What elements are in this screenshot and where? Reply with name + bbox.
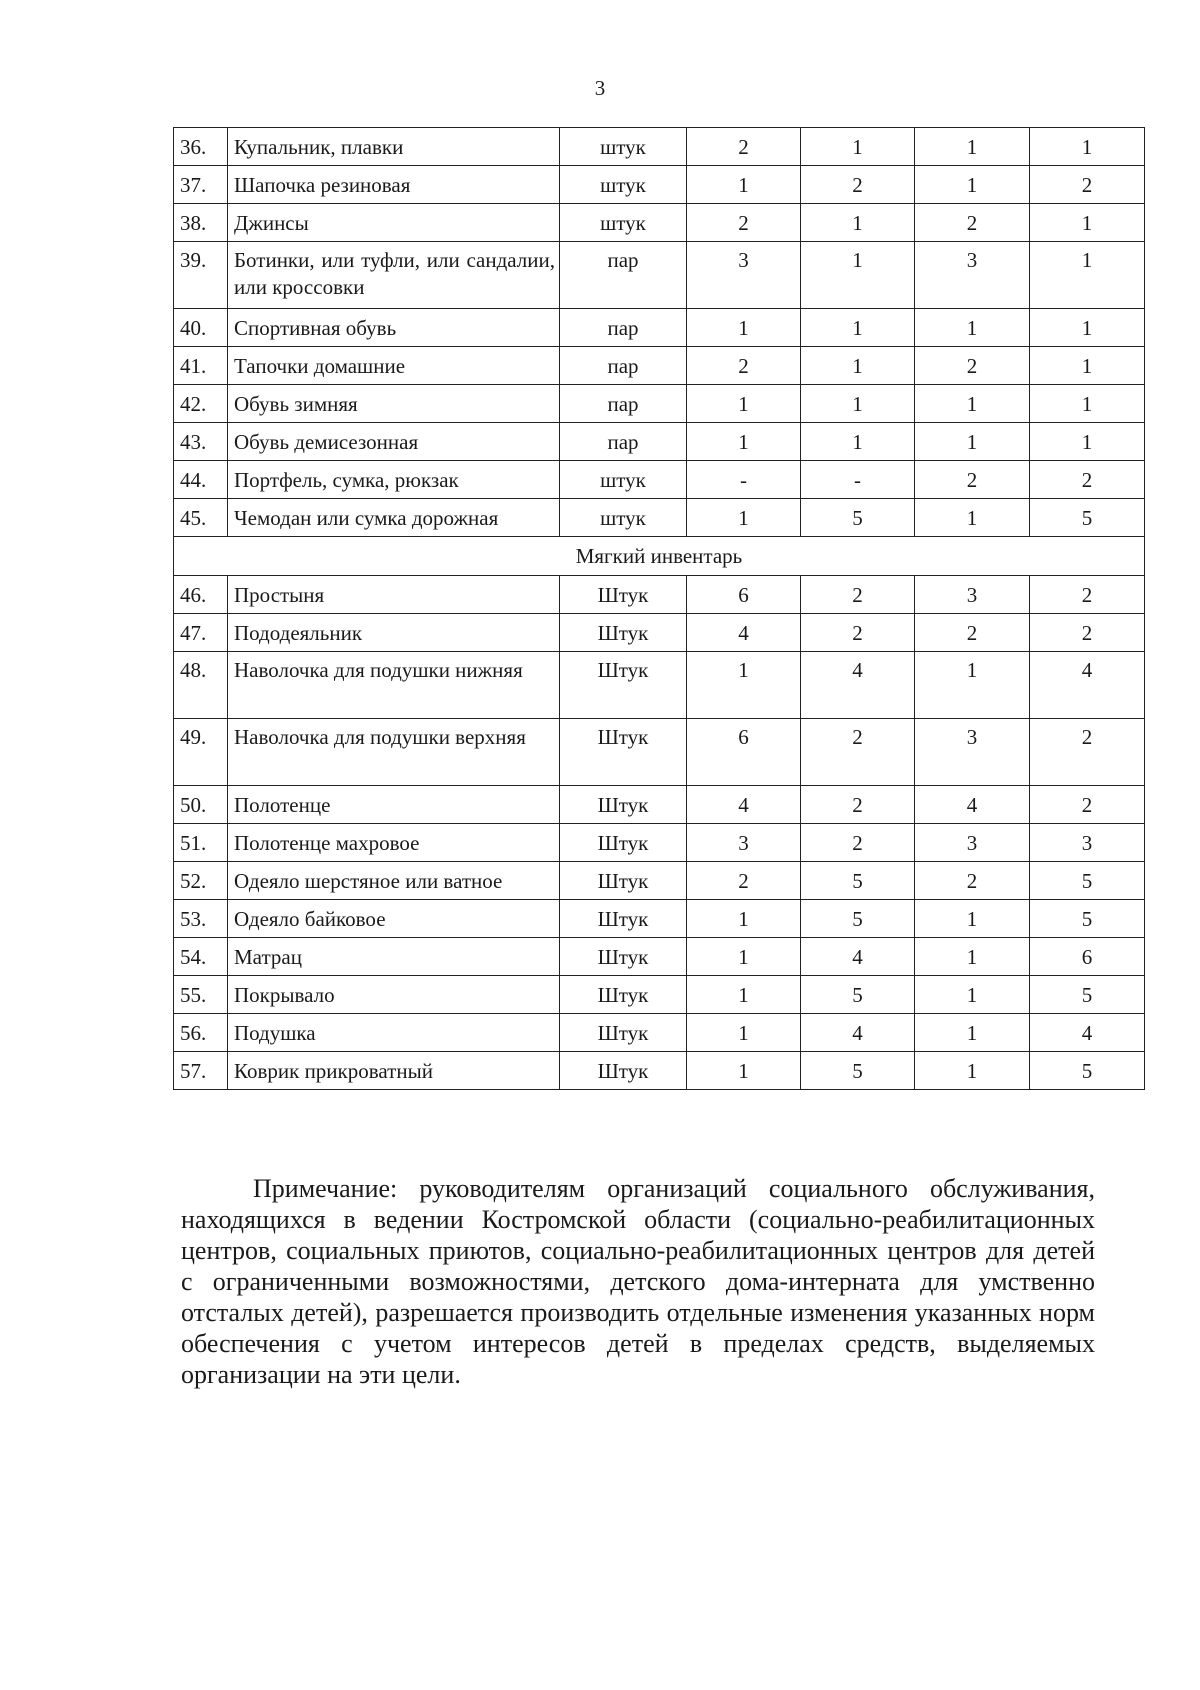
- row-number: 44.: [174, 461, 228, 499]
- item-name: Полотенце: [228, 786, 560, 824]
- table-row: [174, 614, 1145, 652]
- table-row: [174, 976, 1145, 1014]
- item-name-text: Наволочка для подушки нижняя: [234, 658, 523, 682]
- item-name: Простыня: [228, 576, 560, 614]
- unit-cell: Штук: [560, 862, 687, 900]
- table-row: [174, 900, 1145, 938]
- value-cell-2: 1: [801, 423, 915, 461]
- row-number: 47.: [174, 614, 228, 652]
- value-cell-2: 5: [801, 499, 915, 537]
- item-name: Коврик прикроватный: [228, 1052, 560, 1090]
- value-cell-1: 1: [687, 938, 801, 976]
- item-name-text: Ботинки, или туфли, или сандалии, или кроссовки: [234, 248, 555, 299]
- row-number: 50.: [174, 786, 228, 824]
- item-name: Одеяло шерстяное или ватное: [228, 862, 560, 900]
- value-cell-3: 1: [915, 128, 1030, 166]
- value-cell-4: 2: [1030, 614, 1145, 652]
- table-row: [174, 461, 1145, 499]
- value-cell-3: 1: [915, 900, 1030, 938]
- value-cell-1: 3: [687, 242, 801, 309]
- value-cell-4: 1: [1030, 347, 1145, 385]
- row-number: 46.: [174, 576, 228, 614]
- value-cell-2: 1: [801, 204, 915, 242]
- value-cell-3: 1: [915, 1052, 1030, 1090]
- table-row: [174, 576, 1145, 614]
- value-cell-3: 3: [915, 242, 1030, 309]
- table-row: [174, 499, 1145, 537]
- value-cell-1: 1: [687, 1014, 801, 1052]
- table-row: [174, 1052, 1145, 1090]
- value-cell-1: 1: [687, 499, 801, 537]
- table-row: [174, 204, 1145, 242]
- row-number: 36.: [174, 128, 228, 166]
- table-row: [174, 385, 1145, 423]
- value-cell-4: 3: [1030, 824, 1145, 862]
- value-cell-1: 1: [687, 423, 801, 461]
- value-cell-2: 1: [801, 242, 915, 309]
- value-cell-2: 4: [801, 652, 915, 719]
- value-cell-2: 2: [801, 824, 915, 862]
- value-cell-1: 6: [687, 576, 801, 614]
- value-cell-2: 2: [801, 614, 915, 652]
- unit-cell: Штук: [560, 976, 687, 1014]
- item-name: Матрац: [228, 938, 560, 976]
- row-number: 57.: [174, 1052, 228, 1090]
- value-cell-4: 5: [1030, 862, 1145, 900]
- value-cell-2: 2: [801, 719, 915, 786]
- value-cell-1: 1: [687, 1052, 801, 1090]
- item-name: Одеяло байковое: [228, 900, 560, 938]
- item-name: [228, 652, 560, 719]
- value-cell-3: 3: [915, 576, 1030, 614]
- value-cell-4: 2: [1030, 719, 1145, 786]
- value-cell-1: 6: [687, 719, 801, 786]
- value-cell-1: 2: [687, 347, 801, 385]
- value-cell-1: 4: [687, 614, 801, 652]
- value-cell-3: 1: [915, 652, 1030, 719]
- value-cell-4: 2: [1030, 576, 1145, 614]
- item-name-text: Наволочка для подушки верхняя: [234, 725, 526, 749]
- item-name: Чемодан или сумка дорожная: [228, 499, 560, 537]
- value-cell-3: 1: [915, 166, 1030, 204]
- item-name: Тапочки домашние: [228, 347, 560, 385]
- value-cell-3: 2: [915, 347, 1030, 385]
- unit-cell: Штук: [560, 938, 687, 976]
- value-cell-4: 2: [1030, 166, 1145, 204]
- value-cell-3: 1: [915, 309, 1030, 347]
- row-number: 54.: [174, 938, 228, 976]
- value-cell-4: 5: [1030, 499, 1145, 537]
- value-cell-2: 5: [801, 862, 915, 900]
- value-cell-1: 1: [687, 385, 801, 423]
- norms-table: [173, 127, 1145, 1090]
- value-cell-4: 5: [1030, 976, 1145, 1014]
- unit-cell: пар: [560, 309, 687, 347]
- value-cell-4: 1: [1030, 385, 1145, 423]
- value-cell-3: 1: [915, 938, 1030, 976]
- row-number: 39.: [174, 242, 228, 309]
- value-cell-3: 1: [915, 385, 1030, 423]
- unit-cell: штук: [560, 204, 687, 242]
- unit-cell: Штук: [560, 1014, 687, 1052]
- value-cell-1: 2: [687, 128, 801, 166]
- value-cell-1: -: [687, 461, 801, 499]
- value-cell-2: 5: [801, 1052, 915, 1090]
- value-cell-2: 2: [801, 166, 915, 204]
- value-cell-1: 3: [687, 824, 801, 862]
- value-cell-3: 1: [915, 499, 1030, 537]
- unit-cell: пар: [560, 347, 687, 385]
- row-number: 45.: [174, 499, 228, 537]
- value-cell-2: 2: [801, 576, 915, 614]
- value-cell-2: 4: [801, 938, 915, 976]
- table-row: [174, 309, 1145, 347]
- table-row: [174, 1014, 1145, 1052]
- note-paragraph: Примечание: руководителям организаций социального обслуживания, находящихся в ведении Костромской области (социально-реабилитационных центров, социальных приютов, социально-реабилитационных центров для детей с ограниченными возможностями, детского дома-интерната для умственно отсталых детей), разрешается производить отдельные изменения указанных норм обеспечения с учетом интересов детей в пределах средств, выделяемых организации на эти цели.: [181, 1174, 1095, 1389]
- value-cell-4: 1: [1030, 423, 1145, 461]
- value-cell-3: 3: [915, 719, 1030, 786]
- value-cell-4: 5: [1030, 1052, 1145, 1090]
- unit-cell: Штук: [560, 824, 687, 862]
- row-number: 42.: [174, 385, 228, 423]
- value-cell-1: 1: [687, 900, 801, 938]
- value-cell-4: 2: [1030, 461, 1145, 499]
- unit-cell: штук: [560, 166, 687, 204]
- table-row: [174, 423, 1145, 461]
- row-number: 41.: [174, 347, 228, 385]
- value-cell-4: 1: [1030, 242, 1145, 309]
- item-name: Спортивная обувь: [228, 309, 560, 347]
- table-row: [174, 824, 1145, 862]
- value-cell-4: 5: [1030, 900, 1145, 938]
- value-cell-4: 4: [1030, 1014, 1145, 1052]
- value-cell-2: 5: [801, 976, 915, 1014]
- section-row: [174, 537, 1145, 576]
- table-row: [174, 719, 1145, 786]
- table-row: [174, 652, 1145, 719]
- unit-cell: штук: [560, 128, 687, 166]
- table-row: [174, 347, 1145, 385]
- value-cell-2: 2: [801, 786, 915, 824]
- table-row: [174, 938, 1145, 976]
- item-name: Джинсы: [228, 204, 560, 242]
- value-cell-4: 1: [1030, 204, 1145, 242]
- row-number: 43.: [174, 423, 228, 461]
- item-name: Купальник, плавки: [228, 128, 560, 166]
- unit-cell: штук: [560, 499, 687, 537]
- value-cell-1: 1: [687, 652, 801, 719]
- value-cell-2: 1: [801, 385, 915, 423]
- unit-cell: Штук: [560, 576, 687, 614]
- value-cell-3: 2: [915, 614, 1030, 652]
- table-row: [174, 242, 1145, 309]
- page-number: 3: [594, 76, 606, 100]
- value-cell-3: 2: [915, 862, 1030, 900]
- row-number: 55.: [174, 976, 228, 1014]
- value-cell-2: -: [801, 461, 915, 499]
- value-cell-2: 1: [801, 128, 915, 166]
- unit-cell: Штук: [560, 1052, 687, 1090]
- value-cell-4: 6: [1030, 938, 1145, 976]
- unit-cell: штук: [560, 461, 687, 499]
- row-number: 40.: [174, 309, 228, 347]
- item-name: Обувь демисезонная: [228, 423, 560, 461]
- unit-cell: Штук: [560, 900, 687, 938]
- item-name: Покрывало: [228, 976, 560, 1014]
- value-cell-4: 2: [1030, 786, 1145, 824]
- row-number: 51.: [174, 824, 228, 862]
- row-number: 38.: [174, 204, 228, 242]
- value-cell-1: 1: [687, 976, 801, 1014]
- value-cell-1: 1: [687, 166, 801, 204]
- table-row: [174, 862, 1145, 900]
- value-cell-3: 1: [915, 423, 1030, 461]
- row-number: 37.: [174, 166, 228, 204]
- unit-cell: Штук: [560, 719, 687, 786]
- table-row: [174, 128, 1145, 166]
- value-cell-3: 3: [915, 824, 1030, 862]
- value-cell-3: 1: [915, 1014, 1030, 1052]
- unit-cell: пар: [560, 423, 687, 461]
- item-name: Полотенце махровое: [228, 824, 560, 862]
- row-number: 49.: [174, 719, 228, 786]
- item-name: [228, 242, 560, 309]
- value-cell-2: 5: [801, 900, 915, 938]
- value-cell-2: 1: [801, 347, 915, 385]
- row-number: 56.: [174, 1014, 228, 1052]
- value-cell-3: 2: [915, 204, 1030, 242]
- value-cell-4: 1: [1030, 128, 1145, 166]
- unit-cell: пар: [560, 385, 687, 423]
- unit-cell: Штук: [560, 614, 687, 652]
- unit-cell: Штук: [560, 652, 687, 719]
- value-cell-3: 4: [915, 786, 1030, 824]
- value-cell-4: 4: [1030, 652, 1145, 719]
- row-number: 48.: [174, 652, 228, 719]
- unit-cell: Штук: [560, 786, 687, 824]
- table-row: [174, 166, 1145, 204]
- value-cell-1: 2: [687, 862, 801, 900]
- table-row: [174, 786, 1145, 824]
- value-cell-2: 1: [801, 309, 915, 347]
- value-cell-2: 4: [801, 1014, 915, 1052]
- value-cell-1: 4: [687, 786, 801, 824]
- item-name: Обувь зимняя: [228, 385, 560, 423]
- value-cell-1: 1: [687, 309, 801, 347]
- value-cell-4: 1: [1030, 309, 1145, 347]
- unit-cell: пар: [560, 242, 687, 309]
- item-name: Портфель, сумка, рюкзак: [228, 461, 560, 499]
- value-cell-1: 2: [687, 204, 801, 242]
- section-title: Мягкий инвентарь: [174, 537, 1145, 576]
- item-name: Пододеяльник: [228, 614, 560, 652]
- item-name: [228, 719, 560, 786]
- table-body: [174, 128, 1145, 1090]
- item-name: Подушка: [228, 1014, 560, 1052]
- value-cell-3: 2: [915, 461, 1030, 499]
- value-cell-3: 1: [915, 976, 1030, 1014]
- item-name: Шапочка резиновая: [228, 166, 560, 204]
- row-number: 52.: [174, 862, 228, 900]
- row-number: 53.: [174, 900, 228, 938]
